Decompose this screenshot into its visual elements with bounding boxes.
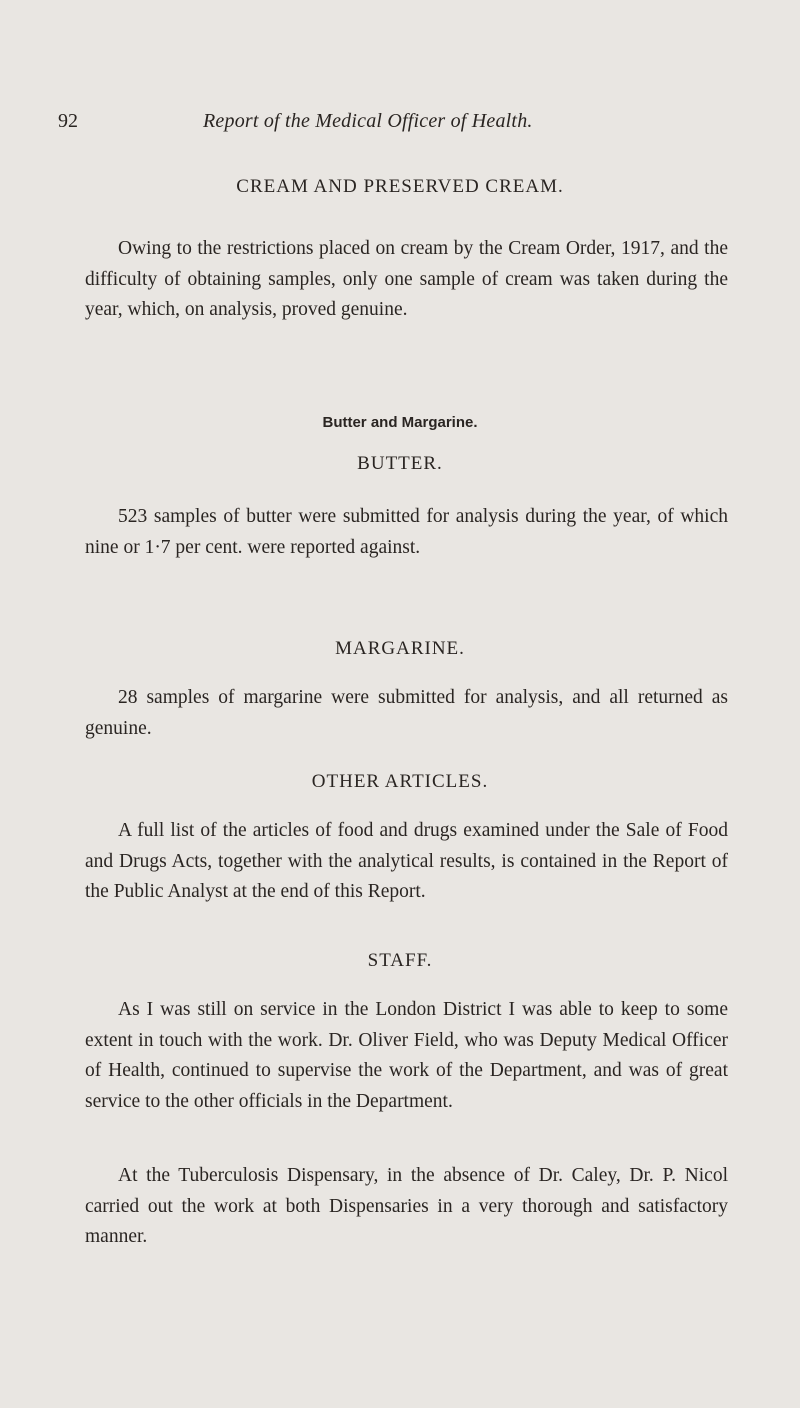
paragraph-butter: 523 samples of butter were submitted for analysis during the year, of which nine or 1·7 per cent. were reported against. (85, 506, 728, 558)
running-title: Report of the Medical Officer of Health. (203, 110, 533, 132)
page-number: 92 (58, 110, 78, 132)
section-heading-staff: STAFF. (367, 950, 433, 971)
paragraph-staff-1: As I was still on service in the London District I was able to keep to some extent in touch with the work. Dr. Oliver Field, who was Deputy Medical Officer of Health, continued to supervise the work of the Department, and was of great service to the other officials in the Department. (85, 999, 728, 1112)
paragraph-margarine: 28 samples of margarine were submitted for analysis, and all returned as genuine. (85, 687, 728, 739)
paragraph-cream: Owing to the restrictions placed on cream by the Cream Order, 1917, and the difficulty of obtaining samples, only one sample of cream was taken during the year, which, on analysis, proved genuine. (85, 238, 728, 320)
section-heading-cream: CREAM AND PRESERVED CREAM. (236, 176, 564, 197)
paragraph-staff-2: At the Tuberculosis Dispensary, in the absence of Dr. Caley, Dr. P. Nicol carried out the work at both Dispensaries in a very thorough and satisfactory manner. (85, 1165, 728, 1247)
section-heading-other-articles: OTHER ARTICLES. (311, 771, 489, 792)
section-title-butter-and-margarine: Butter and Margarine. (322, 414, 478, 431)
section-heading-margarine: MARGARINE. (335, 638, 465, 659)
paragraph-other-articles: A full list of the articles of food and drugs examined under the Sale of Food and Drugs Acts, together with the analytical results, is contained in the Report of the Public Analyst at the end of this Report. (85, 820, 728, 902)
section-heading-butter: BUTTER. (357, 453, 443, 474)
page-header (58, 110, 758, 140)
